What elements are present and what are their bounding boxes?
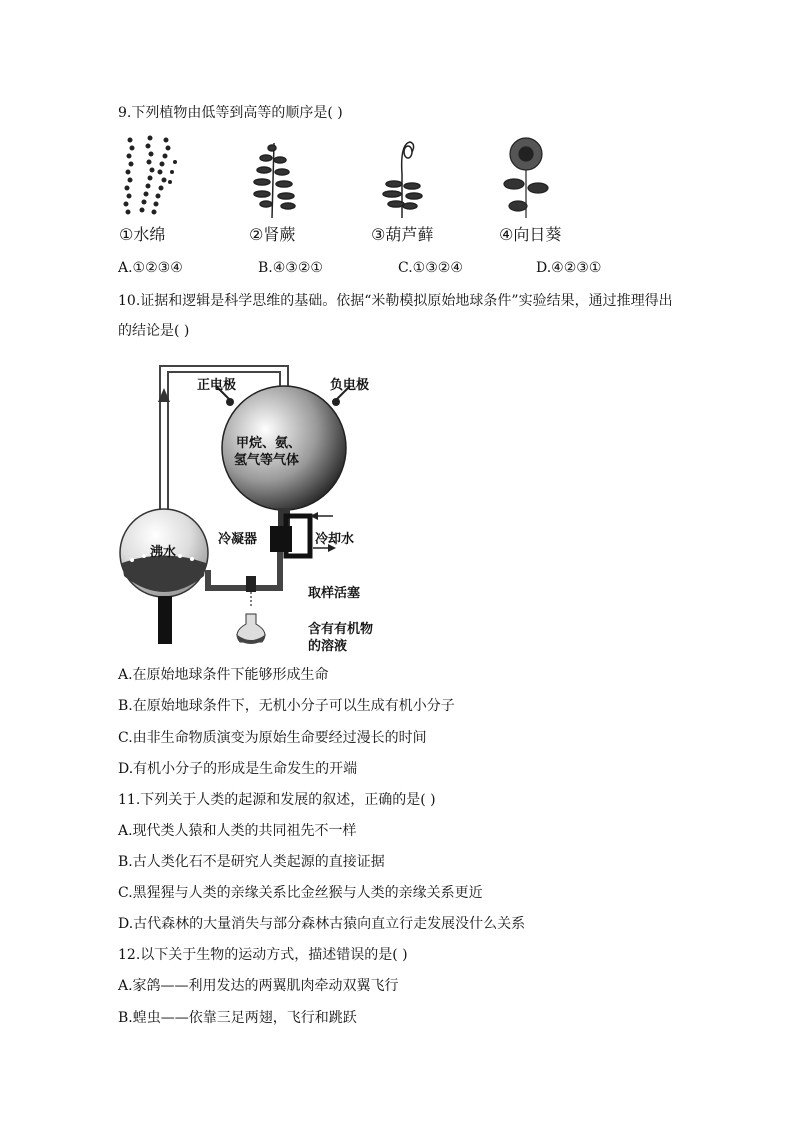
q10-option-d: D.有机小分子的形成是生命发生的开端 <box>118 761 358 777</box>
gas-label-line1: 甲烷、氨、 <box>236 436 302 451</box>
boiling-water-label: 沸水 <box>150 545 177 560</box>
plant-label-1: ①水绵 <box>119 225 166 244</box>
sunflower-image <box>500 136 554 220</box>
q9-option-d: D.④②③① <box>536 260 602 276</box>
q12-stem: 12.以下关于生物的运动方式，描述错误的是( ) <box>118 947 408 963</box>
miller-apparatus-diagram <box>118 348 398 653</box>
q10-stem-line1: 10.证据和逻辑是科学思维的基础。依据“米勒模拟原始地球条件”实验结果，通过推理得出 <box>118 293 673 309</box>
q11-stem: 11.下列关于人类的起源和发展的叙述，正确的是( ) <box>118 792 436 808</box>
q12-option-a: A.家鸽——利用发达的两翼肌肉牵动双翼飞行 <box>118 978 399 994</box>
fern-image <box>252 138 302 220</box>
plant-label-3: ③葫芦藓 <box>371 225 434 244</box>
q11-option-d: D.古代森林的大量消失与部分森林古猿向直立行走发展没什么关系 <box>118 916 526 932</box>
q9-option-b: B.④③②① <box>258 260 323 276</box>
q10-stem-line2: 的结论是( ) <box>118 323 190 339</box>
moss-image <box>380 134 430 220</box>
plant-label-2: ②肾蕨 <box>249 225 296 244</box>
q12-option-b: B.蝗虫——依靠三足两翅，飞行和跳跃 <box>118 1010 357 1026</box>
sampling-valve-label: 取样活塞 <box>308 586 361 601</box>
q9-option-a: A.①②③④ <box>118 260 183 276</box>
cooling-water-label: 冷却水 <box>315 532 355 547</box>
q10-option-b: B.在原始地球条件下，无机小分子可以生成有机小分子 <box>118 698 455 714</box>
q10-option-a: A.在原始地球条件下能够形成生命 <box>118 667 329 683</box>
plant-label-4: ④向日葵 <box>499 225 562 244</box>
solution-label-line1: 含有有机物 <box>308 622 374 637</box>
spirogyra-image <box>120 132 190 222</box>
positive-electrode-label: 正电极 <box>197 378 237 393</box>
gas-label-line2: 氢气等气体 <box>234 453 300 468</box>
q11-option-b: B.古人类化石不是研究人类起源的直接证据 <box>118 854 385 870</box>
condenser-label: 冷凝器 <box>218 532 258 547</box>
q9-stem: 9.下列植物由低等到高等的顺序是( ) <box>118 105 343 121</box>
q10-option-c: C.由非生命物质演变为原始生命要经过漫长的时间 <box>118 730 427 746</box>
q9-option-c: C.①③②④ <box>398 260 463 276</box>
q11-option-c: C.黑猩猩与人类的亲缘关系比金丝猴与人类的亲缘关系更近 <box>118 885 483 901</box>
negative-electrode-label: 负电极 <box>330 378 370 393</box>
q11-option-a: A.现代类人猿和人类的共同祖先不一样 <box>118 823 357 839</box>
solution-label-line2: 的溶液 <box>308 639 348 654</box>
